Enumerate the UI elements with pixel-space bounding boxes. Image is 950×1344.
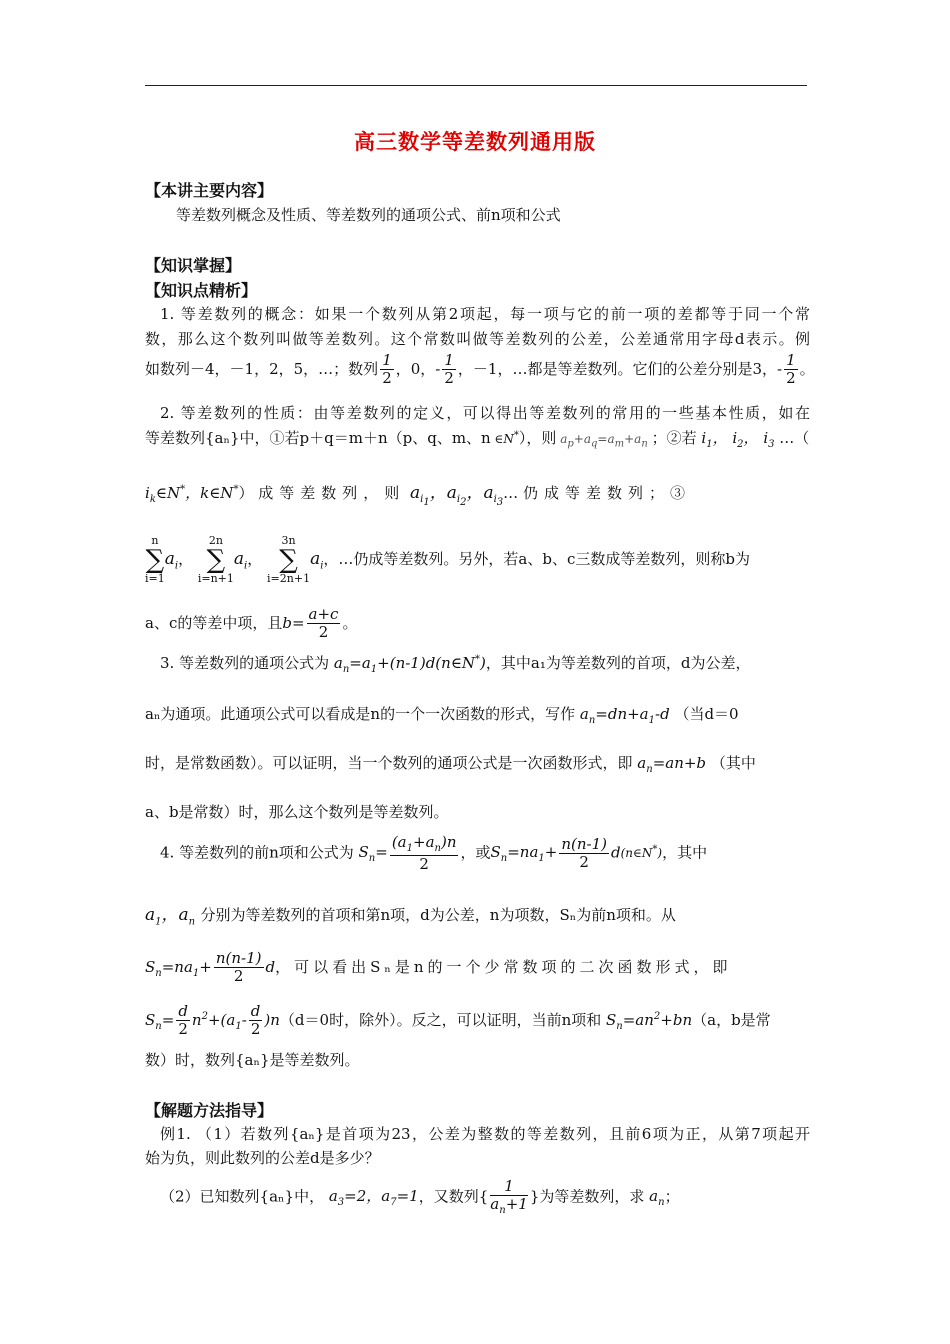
p3-line4: a、b是常数）时，那么这个数列是等差数列。 (145, 803, 449, 821)
p1-line1: 1. 等差数列的概念：如果一个数列从第2项起，每一项与它的前一项的差都等于同一个常 (160, 305, 810, 323)
p2-line3: $i_k\in N^*$，k∈N*） 成等差数列，则 $a_{i_1}$，$a_{i_2}$，$a_{i_3}\dots$ 仍成等差数列；③ (145, 483, 691, 509)
analysis-heading: 【知识点精析】 (145, 281, 258, 300)
p3-line2: aₙ为通项。此通项公式可以看成是n的一个一次函数的形式，写作 $a_n=dn+a_1-d$ （当d＝0 (145, 705, 739, 726)
knowledge-heading: 【知识掌握】 (145, 256, 242, 275)
method-heading: 【解题方法指导】 (145, 1101, 274, 1120)
main-content-heading: 【本讲主要内容】 (145, 181, 274, 200)
p4-line3: $S_n=na_1+$ $\frac{n(n-1)}{2}$ d，可以看出Sₙ是n的一个少常数项的二次函数形式，即 (145, 949, 732, 986)
p2-line1: 2. 等差数列的性质：由等差数列的定义，可以得出等差数列的常用的一些基本性质，如在 (160, 404, 810, 422)
ex1-line1: 例1. （1）若数列{aₙ}是首项为23，公差为整数的等差数列，且前6项为正，从第7项起开 (160, 1125, 810, 1143)
ex1-line2: 始为负，则此数列的公差d是多少？ (145, 1149, 380, 1167)
p1-line2: 数，那么这个数列叫做等差数列。这个常数叫做等差数列的公差，公差通常用字母d表示。例 (145, 330, 810, 348)
p4-line1: 4. 等差数列的前n项和公式为 $S_n=$ $\frac{(a_1+a_n)n}{2}$ ，或$S_n=na_1+$ $\frac{n(n-1)}{2}$ d(n∈N*)，其中 (160, 833, 708, 873)
p2-line5: a、c的等差中项，且b= $\frac{a+c}{2}$ 。 (145, 605, 358, 642)
ex1-line3: （2）已知数列{aₙ}中， $a_3=2$，$a_7=1$，又数列{ $\frac{1}{a_n+1}$ }为等差数列，求 $a_n$； (160, 1177, 680, 1217)
page-title: 高三数学等差数列通用版 (354, 129, 596, 154)
p4-line5: 数）时，数列{aₙ}是等差数列。 (145, 1051, 360, 1069)
p1-line3: 如数列－4，－1，2，5，…；数列 $\frac{1}{2}$ ，0，- $\frac{1}{2}$ ，－1，…都是等差数列。它们的公差分别是3，- $\frac{1}{2}$ 。 (145, 351, 815, 388)
p3-line1: 3. 等差数列的通项公式为 $a_n=a_1+(n-1)d(n\in N^*)$，其中a₁为等差数列的首项，d为公差， (160, 654, 751, 675)
main-content-text: 等差数列概念及性质、等差数列的通项公式、前n项和公式 (176, 206, 561, 224)
p2-line4: n ∑ $i=1a_i$， 2n ∑ $i=n+1a_i$， 3n ∑ $i=2n+1a_i$，…仍成等差数列。另外，若a、b、c三数成等差数列，则称b为 (145, 534, 750, 586)
p4-line4: $S_n=$ $\frac{d}{2}$ $n^2+(a_1-$ $\frac{d}{2}$ )n（d＝0时，除外）。反之，可以证明，当前n项和 $S_n=an^2+bn(a$，b是常 (145, 1002, 771, 1039)
p2-line2: 等差数列{aₙ}中，①若p＋q＝m＋n（p、q、m、n ∈N*），则 $a_p+a_q=a_m+a_n$ ；②若 $i_1$， $i_2$， $i_3$ …（ (145, 429, 810, 450)
top-rule (145, 85, 807, 86)
p3-line3: 时，是常数函数）。可以证明，当一个数列的通项公式是一次函数形式，即 $a_n=an+b$ （其中 (145, 754, 756, 775)
p4-line2: $a_1$，$a_n$ 分别为等差数列的首项和第n项，d为公差，n为项数，Sₙ为前n项和。从 (145, 905, 676, 928)
